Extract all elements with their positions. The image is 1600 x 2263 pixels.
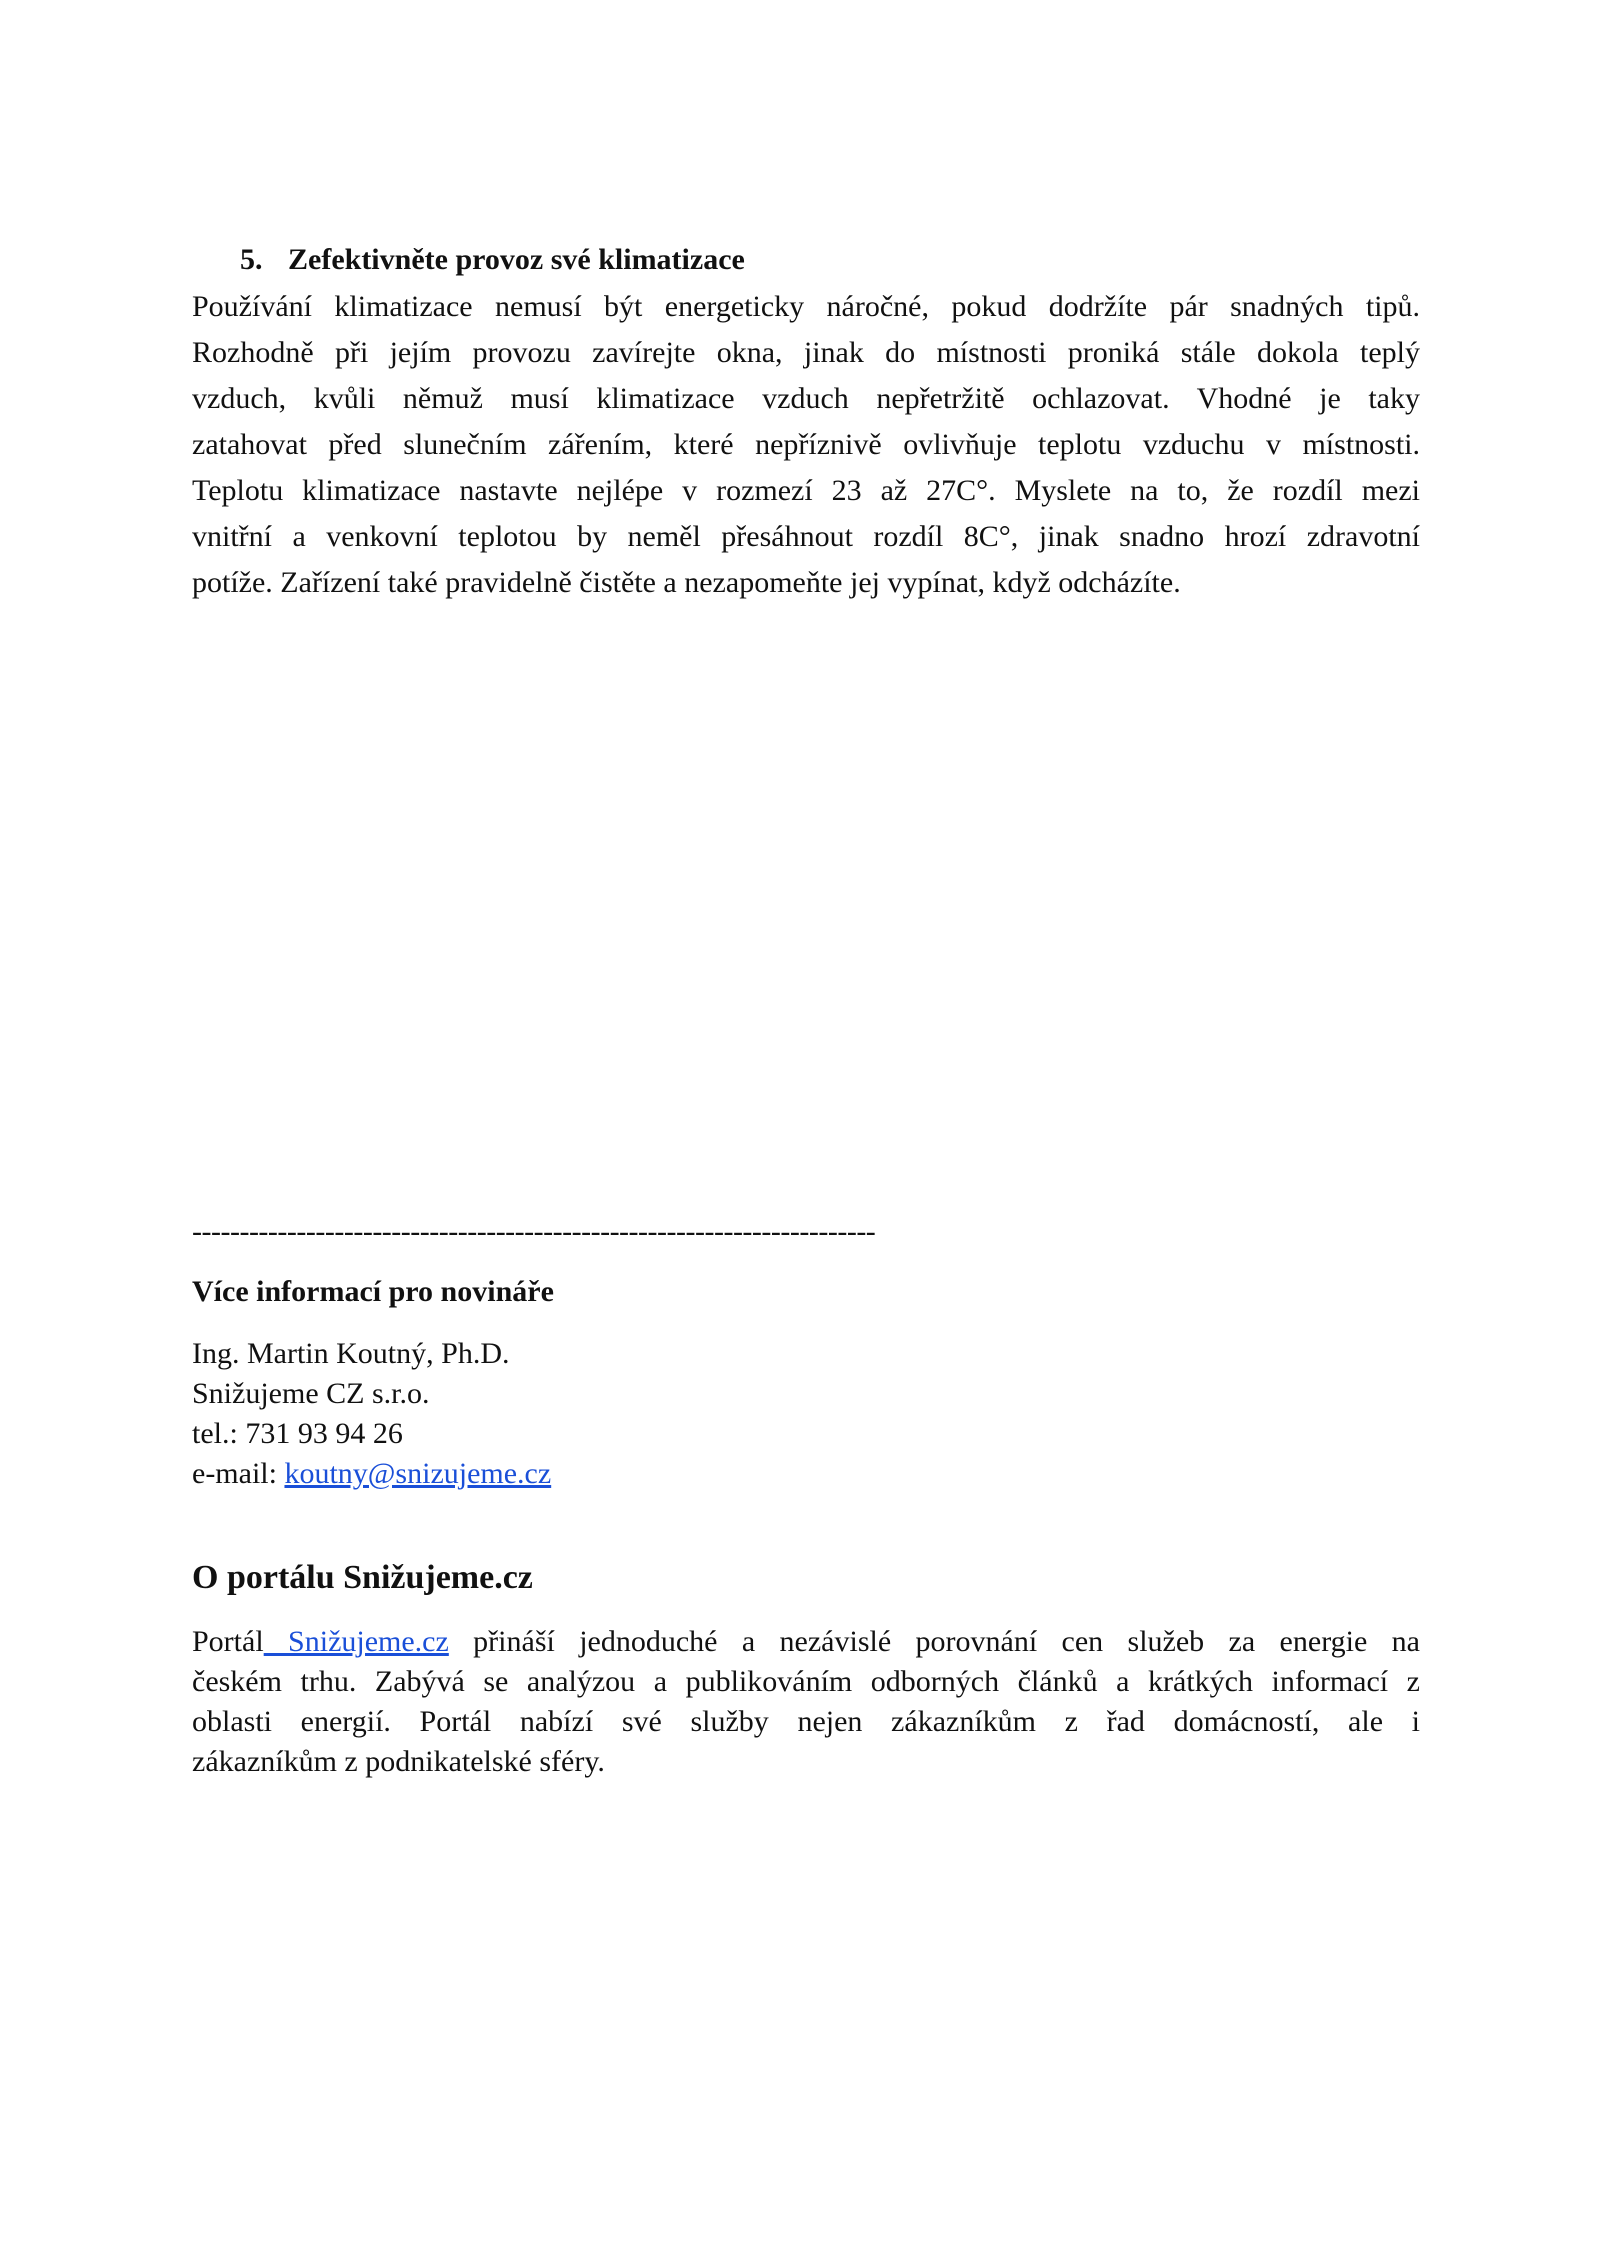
- section-paragraph: [192, 284, 1420, 606]
- contact-name: Ing. Martin Koutný, Ph.D.: [192, 1337, 510, 1370]
- contact-phone: tel.: 731 93 94 26: [192, 1417, 403, 1450]
- paragraph-line: zákazníkům z podnikatelské sféry.: [192, 1745, 605, 1778]
- paragraph-line: [192, 1622, 1420, 1662]
- press-contact-heading: Více informací pro novináře: [192, 1275, 554, 1308]
- section-number: 5.: [240, 243, 263, 276]
- dashed-divider: ------------------------------------------------------------------------: [192, 1215, 876, 1248]
- paragraph-line: potíže. Zařízení také pravidelně čistěte a nezapomeňte jej vypínat, když odcházíte.: [192, 566, 1181, 599]
- contact-email-row: [192, 1454, 551, 1494]
- contact-company: Snižujeme CZ s.r.o.: [192, 1377, 430, 1410]
- section-heading: [240, 240, 745, 280]
- paragraph-line: vzduch, kvůli němuž musí klimatizace vzduch nepřetržitě ochlazovat. Vhodné je taky: [192, 382, 1420, 415]
- paragraph-line: oblasti energií. Portál nabízí své služby nejen zákazníkům z řad domácností, ale i: [192, 1705, 1420, 1738]
- about-prefix: Portál: [192, 1625, 264, 1658]
- press-contact-block: [192, 1334, 551, 1494]
- contact-email-label: e-mail:: [192, 1457, 285, 1490]
- portal-link[interactable]: Snižujeme.cz: [263, 1625, 449, 1658]
- section-title: Zefektivněte provoz své klimatizace: [288, 243, 745, 276]
- paragraph-line: zatahovat před slunečním zářením, které nepříznivě ovlivňuje teplotu vzduchu v místnosti.: [192, 428, 1420, 461]
- paragraph-line: Teplotu klimatizace nastavte nejlépe v rozmezí 23 až 27C°. Myslete na to, že rozdíl mezi: [192, 474, 1420, 507]
- paragraph-line: vnitřní a venkovní teplotou by neměl přesáhnout rozdíl 8C°, jinak snadno hrozí zdravotní: [192, 520, 1420, 553]
- contact-email-link[interactable]: koutny@snizujeme.cz: [284, 1457, 552, 1490]
- about-heading: O portálu Snižujeme.cz: [192, 1559, 533, 1596]
- paragraph-line: českém trhu. Zabývá se analýzou a publikováním odborných článků a krátkých informací z: [192, 1665, 1420, 1698]
- paragraph-line: Používání klimatizace nemusí být energeticky náročné, pokud dodržíte pár snadných tipů.: [192, 290, 1420, 323]
- about-suffix: přináší jednoduché a nezávislé porovnání cen služeb za energie na: [448, 1625, 1420, 1658]
- paragraph-line: Rozhodně při jejím provozu zavírejte okna, jinak do místnosti proniká stále dokola teplý: [192, 336, 1420, 369]
- about-paragraph: [192, 1622, 1420, 1782]
